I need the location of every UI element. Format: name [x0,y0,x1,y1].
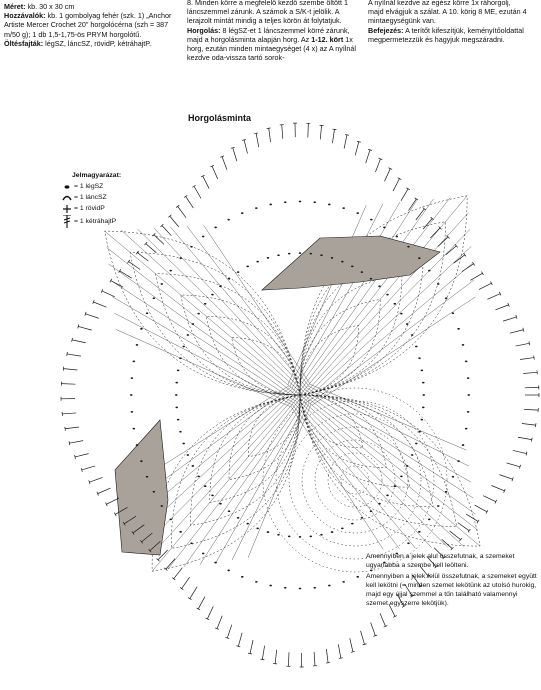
note-paragraph-1: Amennyiben a jelek alul összefutnak, a szemeket ugyanabba a szembe kell leölteni. [366,553,515,569]
instructions-line2: lerajzolt mintát mindig a teljes körön át folytatjuk. [187,16,342,26]
shaded-pattern-repeat-upper [262,236,440,290]
legend-row-dc [60,214,121,228]
legend-row-chain [60,181,121,192]
legend-text-slip: = 1 láncSZ [74,194,107,201]
pattern-title: Horgolásminta [188,113,252,123]
size-value: kb. 30 x 30 cm [27,2,75,11]
shaded-pattern-repeat-left [115,420,168,555]
dot-icon [60,184,74,190]
stitches-label: Öltésfajták: [4,38,44,48]
legend-row-slip [60,192,121,203]
rounds-label: 1-12. kört [311,34,344,44]
rounds-text: 1x horg, ezután minden mintaegységet (4 x) az A nyílnál kezdve oda-vissza tartó sorok- [187,34,357,63]
instructions-line1: 8. Minden körre a megfelelő kezdő szembe öltött 1 láncszemmel zárunk. A számok a S/K-t jelölik. A [187,0,349,17]
cross-icon [60,205,74,213]
legend-heading: Jelmagyarázat: [72,172,122,179]
legend-row-sc [60,203,121,214]
horgolas-text: 8 légSZ-et 1 láncszemmel körré zárunk, majd a horgolásminta alapján horg. Az [187,25,350,44]
arc-icon [60,194,74,201]
materials-text: kb. 1 gombolyag fehér (szk. 1) „Anchor Artiste Mercer Crochet 20" horgolócérna (szh = 387 m/50 g); 1 db 1,5-1,75-ös PRYM horgolótű. [4,11,172,39]
size-label: Méret: [4,2,26,11]
col3-line2: majd elvágjuk a szálat. A 10. körig 8 ME, ezután 4 mintaegységünk van. [368,7,527,26]
stitches-text: légSZ, láncSZ, rövidP, kétráhajtP. [45,38,152,48]
legend-text-sc: = 1 rövidP [74,205,105,212]
finish-text: A terítőt kifeszítjük, keményítőoldattal megpermetezzük és hagyjuk megszáradni. [368,25,524,44]
col3-line1: A nyílnál kezdve az egész körre 1x ráhorgolj, [368,0,511,7]
finish-label: Befejezés: [368,25,404,35]
legend-text-chain: = 1 légSZ [74,183,104,190]
note-paragraph-2: Amennyiben a jelek felül összefutnak, a szemeket együtt kell lekötni (= minden szemet lekötünk az utolsó hurokig, majd egy újjal szemmel a tűn található valamennyi szemet egyszerre lekötjük). [366,573,537,607]
double-crochet-icon [60,215,74,228]
legend [60,170,121,228]
note-box [366,552,538,610]
materials-label: Hozzávalók: [4,11,46,21]
horgolas-label: Horgolás: [187,25,221,35]
legend-text-dc: = 1 kétráhajtP [74,217,117,225]
